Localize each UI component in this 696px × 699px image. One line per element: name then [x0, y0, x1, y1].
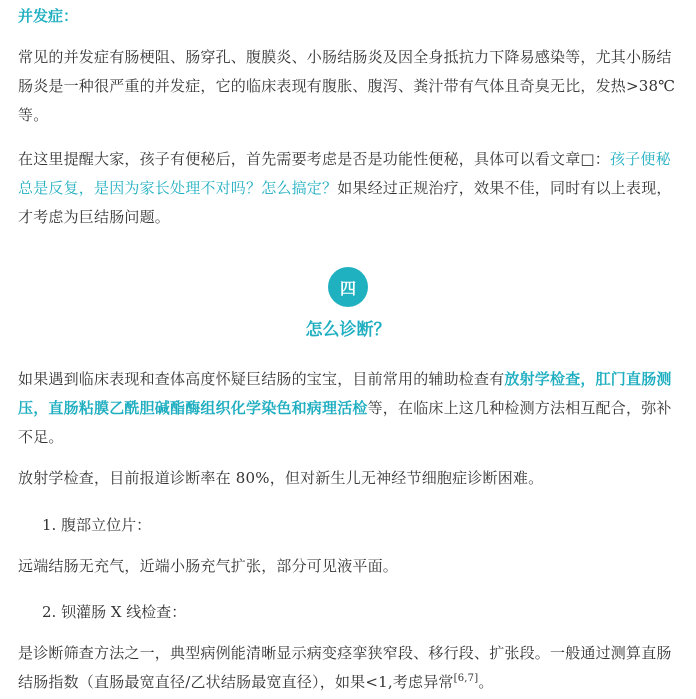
- diagnosis-methods: 放射学检查，肛门直肠测压，直肠粘膜乙酰胆碱酯酶组织化学染色和病理活检: [18, 370, 672, 417]
- section-title: 怎么诊断？: [305, 320, 391, 340]
- barium-end: 。: [478, 673, 494, 691]
- diagnosis-tail: 等，在临床上这几种检测方法相互配合，弥补不足。: [18, 399, 672, 446]
- complications-text: 常见的并发症有肠梗阻、肠穿孔、腹膜炎、小肠结肠炎及因全身抵抗力下降易感染等，尤其小肠结肠炎是一种很严重的并发症，它的临床表现有腹胀、腹泻、粪汁带有气体且奇臭无比，发热>38℃等。: [18, 48, 676, 124]
- reminder-tail: 如果经过正规治疗，效果不佳，同时有以上表现，才考虑为巨结肠问题。: [18, 179, 672, 226]
- reminder-lead: 在这里提醒大家，孩子有便秘后，首先需要考虑是否是功能性便秘，具体可以看文章□：: [18, 150, 610, 168]
- article-link[interactable]: 孩子便秘总是反复，是因为家长处理不对吗？怎么搞定？: [18, 150, 671, 197]
- radiology-paragraph: 放射学检查，目前报道诊断率在 80%，但对新生儿无神经节细胞症诊断困难。: [18, 469, 544, 487]
- diagnosis-paragraph: [18, 365, 678, 452]
- list-item-barium-enema: 2. 钡灌肠 X 线检查：: [42, 603, 187, 621]
- list-item-abdominal-xray: 1. 腹部立位片：: [42, 516, 152, 534]
- section-number-badge: 四: [328, 267, 368, 307]
- complications-paragraph: [18, 43, 678, 130]
- reminder-paragraph: [18, 145, 678, 232]
- section-four-header: [0, 267, 696, 341]
- complications-heading: 并发症：: [18, 7, 79, 25]
- xray-finding-paragraph: 远端结肠无充气，近端小肠充气扩张，部分可见液平面。: [18, 557, 399, 575]
- reference-marker[interactable]: [6,7]: [453, 673, 479, 684]
- diagnosis-lead: 如果遇到临床表现和查体高度怀疑巨结肠的宝宝，目前常用的辅助检查有: [18, 370, 505, 388]
- barium-text: 是诊断筛查方法之一，典型病例能清晰显示病变痉挛狭窄段、移行段、扩张段。一般通过测算直肠结肠指数（直肠最宽直径/乙状结肠最宽直径），如果<1,考虑异常: [18, 644, 672, 691]
- barium-paragraph: [18, 639, 678, 697]
